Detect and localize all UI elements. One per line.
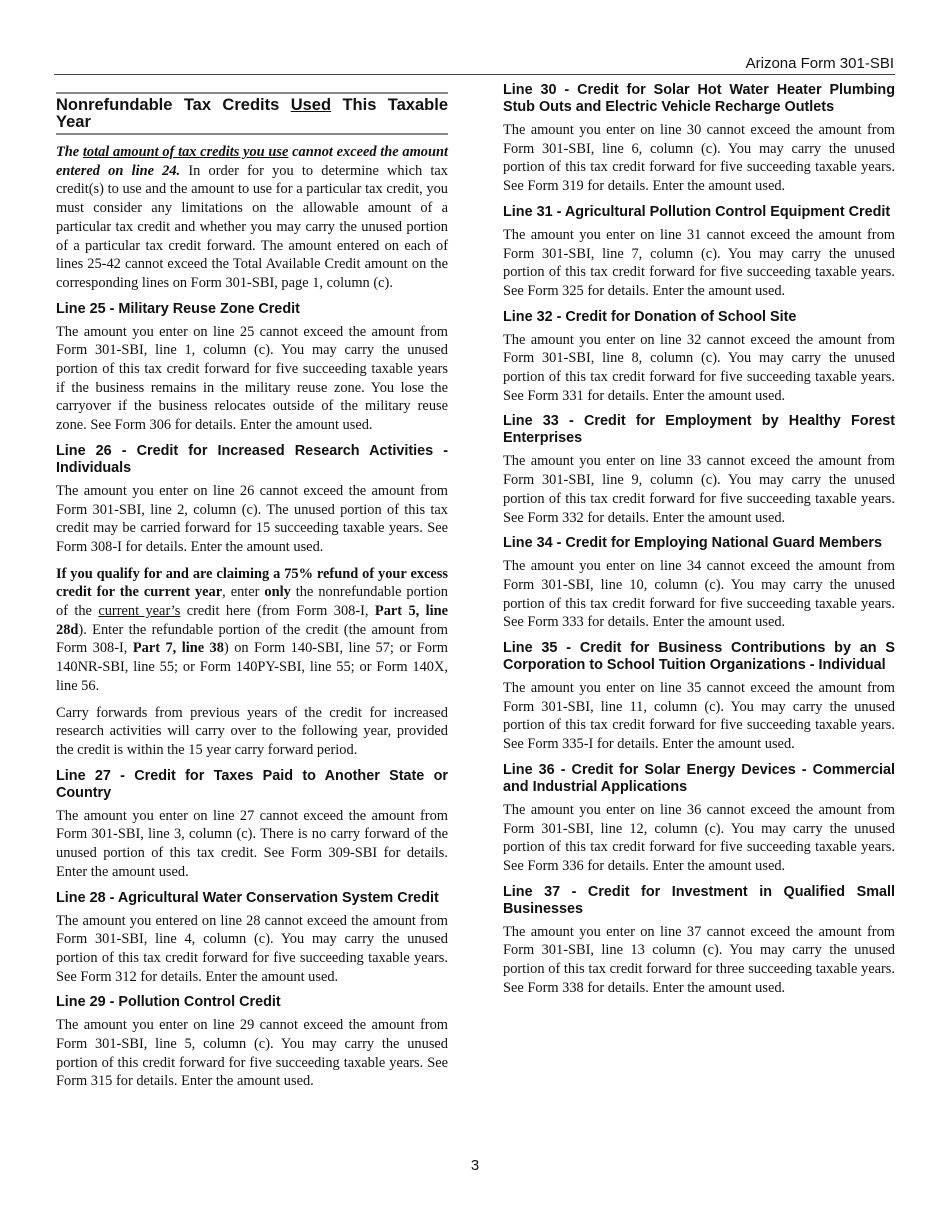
line26-refund-paragraph bbox=[56, 565, 448, 696]
line33-heading: Line 33 - Credit for Employment by Healthy Forest Enterprises bbox=[503, 413, 895, 447]
header-rule bbox=[54, 74, 895, 75]
section-title-pre: Nonrefundable Tax Credits bbox=[56, 96, 291, 114]
line28-heading: Line 28 - Agricultural Water Conservation System Credit bbox=[56, 889, 439, 906]
refund-t4: ). Enter the refundable portion of the credit (the amount from Form 308-I, bbox=[56, 621, 448, 657]
refund-t2: the nonrefundable portion of the bbox=[56, 584, 448, 620]
refund-current-year: current year’s bbox=[98, 603, 181, 620]
line25-heading: Line 25 - Military Reuse Zone Credit bbox=[56, 300, 300, 317]
refund-t1: , enter bbox=[222, 584, 265, 601]
right-column bbox=[503, 82, 895, 1006]
intro-lead-post: cannot exceed the amount entered on line 24. bbox=[56, 144, 449, 179]
line35-body: The amount you enter on line 35 cannot exceed the amount from Form 301-SBI, line 11, column (c). You may carry the unused portion of this tax credit forward for five succeeding taxable years. See Form 335-I for details. Enter the amount used. bbox=[503, 680, 895, 753]
section-title-box bbox=[56, 92, 448, 135]
intro-paragraph bbox=[56, 143, 448, 293]
refund-t5: ) on Form 140-SBI, line 57; or Form 140NR-SBI, line 55; or Form 140PY-SBI, line 55; or Form 140X, line 56. bbox=[56, 640, 448, 694]
line33-body: The amount you enter on line 33 cannot exceed the amount from Form 301-SBI, line 9, column (c). You may carry the unused portion of this tax credit forward for five succeeding taxable years. See Form 332 for details. Enter the amount used. bbox=[503, 453, 895, 526]
line37-body: The amount you enter on line 37 cannot exceed the amount from Form 301-SBI, line 13 column (c). You may carry the unused portion of this tax credit forward for three succeeding taxable years. See Form 338 for details. Enter the amount used. bbox=[503, 923, 895, 996]
line31-body: The amount you enter on line 31 cannot exceed the amount from Form 301-SBI, line 7, column (c). You may carry the unused portion of this tax credit forward for five succeeding taxable years. See Form 325 for details. Enter the amount used. bbox=[503, 226, 895, 299]
line32-heading: Line 32 - Credit for Donation of School Site bbox=[503, 308, 797, 325]
line28-body: The amount you entered on line 28 cannot exceed the amount from Form 301-SBI, line 4, column (c). You may carry the unused portion of this tax credit forward for five succeeding taxable years. See Form 312 for details. Enter the amount used. bbox=[56, 912, 448, 985]
line36-body: The amount you enter on line 36 cannot exceed the amount from Form 301-SBI, line 12, column (c). You may carry the unused portion of this tax credit forward for five succeeding taxable years. See Form 336 for details. Enter the amount used. bbox=[503, 801, 895, 874]
form-name-header: Arizona Form 301-SBI bbox=[745, 55, 894, 72]
refund-bold: If you qualify for and are claiming a 75% refund of your excess credit for the current year bbox=[56, 565, 448, 601]
intro-body: In order for you to determine which tax credit(s) to use and the amount to use for a particular tax credit, you must consider any limitations on the allowable amount of a particular tax credit and whether you may carry the unused portion of a particular tax credit forward. The amount entered on each of lines 25-42 cannot exceed the Total Available Credit amount on the corresponding lines on Form 301-SBI, page 1, column (c). bbox=[56, 162, 448, 291]
line25-body: The amount you enter on line 25 cannot exceed the amount from Form 301-SBI, line 1, column (c). You may carry the unused portion of this tax credit forward for five succeeding taxable years if the business remains in the military reuse zone. You lose the carryover if the business relocates outside of the military reuse zone. See Form 306 for details. Enter the amount used. bbox=[56, 323, 448, 434]
line32-body: The amount you enter on line 32 cannot exceed the amount from Form 301-SBI, line 8, column (c). You may carry the unused portion of this tax credit forward for five succeeding taxable years. See Form 331 for details. Enter the amount used. bbox=[503, 331, 895, 404]
line29-heading: Line 29 - Pollution Control Credit bbox=[56, 994, 281, 1011]
intro-lead-underlined: total amount of tax credits you use bbox=[82, 144, 289, 160]
line37-heading: Line 37 - Credit for Investment in Qualified Small Businesses bbox=[503, 883, 895, 917]
line27-body: The amount you enter on line 27 cannot exceed the amount from Form 301-SBI, line 3, column (c). There is no carry forward of the unused portion of this tax credit. See Form 309-SBI for details. Enter the amount used. bbox=[56, 807, 448, 880]
intro-lead-pre: The bbox=[56, 144, 83, 160]
section-title-underlined: Used bbox=[290, 96, 332, 114]
section-title bbox=[56, 97, 448, 131]
line30-heading: Line 30 - Credit for Solar Hot Water Heater Plumbing Stub Outs and Electric Vehicle Recharge Outlets bbox=[503, 82, 895, 115]
refund-part7: Part 7, line 38 bbox=[132, 640, 224, 657]
line35-heading: Line 35 - Credit for Business Contributions by an S Corporation to School Tuition Organizations - Individual bbox=[503, 640, 895, 674]
line26-heading: Line 26 - Credit for Increased Research Activities - Individuals bbox=[56, 442, 448, 476]
line34-body: The amount you enter on line 34 cannot exceed the amount from Form 301-SBI, line 10, column (c). You may carry the unused portion of this tax credit forward for five succeeding taxable years. See Form 333 for details. Enter the amount used. bbox=[503, 558, 895, 631]
page-number: 3 bbox=[470, 1157, 480, 1174]
section-title-post: This Taxable Year bbox=[56, 96, 448, 131]
line26-body: The amount you enter on line 26 cannot exceed the amount from Form 301-SBI, line 2, column (c). The unused portion of this tax credit may be carried forward for 15 succeeding taxable years. See Form 308-I for details. Enter the amount used. bbox=[56, 482, 448, 555]
line26-carry-paragraph: Carry forwards from previous years of the credit for increased research activities will carry over to the following year, provided the credit is within the 15 year carry forward period. bbox=[56, 704, 448, 758]
line30-body: The amount you enter on line 30 cannot exceed the amount from Form 301-SBI, line 6, column (c). You may carry the unused portion of this tax credit forward for five succeeding taxable years. See Form 319 for details. Enter the amount used. bbox=[503, 122, 895, 195]
refund-part5: Part 5, line 28d bbox=[56, 603, 449, 638]
refund-t3: credit here (from Form 308-I, bbox=[180, 603, 375, 620]
line27-heading: Line 27 - Credit for Taxes Paid to Another State or Country bbox=[56, 767, 448, 801]
line29-body: The amount you enter on line 29 cannot exceed the amount from Form 301-SBI, line 5, column (c). You may carry the unused portion of this credit forward for five succeeding taxable years. See Form 315 for details. Enter the amount used. bbox=[56, 1017, 448, 1090]
line34-heading: Line 34 - Credit for Employing National Guard Members bbox=[503, 535, 883, 552]
line31-heading: Line 31 - Agricultural Pollution Control Equipment Credit bbox=[503, 203, 891, 220]
left-column bbox=[56, 82, 448, 1099]
refund-only: only bbox=[264, 584, 291, 601]
line36-heading: Line 36 - Credit for Solar Energy Devices - Commercial and Industrial Applications bbox=[503, 761, 895, 795]
